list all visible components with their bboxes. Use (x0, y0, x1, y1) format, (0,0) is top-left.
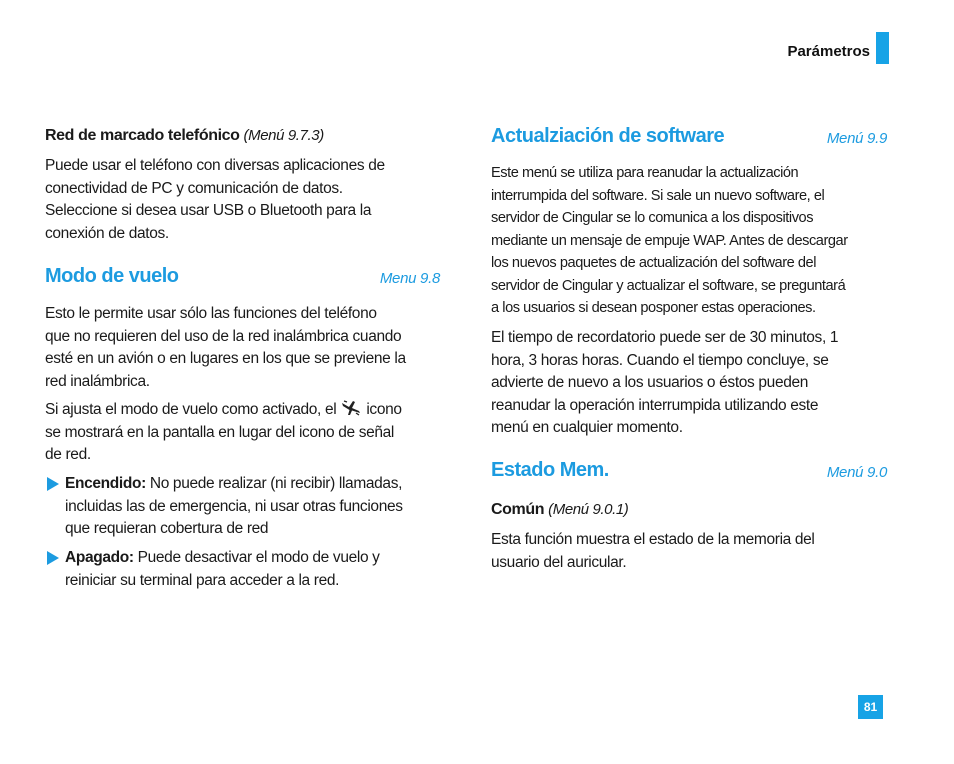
text-line: conexión de datos. (45, 224, 169, 242)
section-title: Parámetros (787, 43, 870, 60)
text-line: de red. (45, 446, 91, 463)
bullet-text (65, 547, 380, 592)
text-fragment: icono (366, 401, 402, 418)
paragraph-modo-vuelo-2 (45, 399, 402, 467)
subsection-title-text: Común (491, 501, 545, 518)
bullet-text (65, 473, 403, 541)
text-line: hora, 3 horas horas. Cuando el tiempo concluye, se (491, 351, 829, 369)
menu-reference: (Menú 9.0.1) (548, 501, 629, 518)
paragraph-actualizacion-2 (491, 327, 838, 440)
bullet-label: Apagado: (65, 549, 134, 566)
page-number: 81 (858, 695, 883, 719)
text-line: Esto le permite usar sólo las funciones del teléfono (45, 305, 377, 322)
text-line: menú en cualquier momento. (491, 419, 683, 436)
text-line: servidor de Cingular y actualizar el software, se preguntará (491, 277, 846, 294)
text-line (65, 547, 380, 570)
text-line: El tiempo de recordatorio puede ser de 30 minutos, 1 (491, 329, 839, 346)
text-line: Seleccione si desea usar USB o Bluetooth para la (45, 202, 372, 219)
paragraph-red-marcado (45, 155, 385, 245)
text-line: se mostrará en la pantalla en lugar del icono de señal (45, 423, 395, 441)
text-line: que no requieren del uso de la red inalámbrica cuando (45, 327, 402, 345)
text-line: usuario del auricular. (491, 553, 627, 571)
text-line: reiniciar su terminal para acceder a la red. (65, 571, 340, 589)
paragraph-modo-vuelo-1 (45, 303, 406, 393)
bullet-label: Encendido: (65, 475, 146, 492)
text-fragment: Si ajusta el modo de vuelo como activado, el (45, 401, 337, 418)
text-line: incluidas las de emergencia, ni usar otras funciones (65, 497, 403, 515)
text-line: que requieran cobertura de red (65, 520, 269, 537)
menu-reference: Menu 9.8 (379, 270, 440, 287)
section-tab-marker (876, 32, 889, 64)
text-line: los nuevos paquetes de actualización del software del (491, 255, 817, 271)
paragraph-estado-mem (491, 529, 815, 574)
text-line: Esta función muestra el estado de la memoria del (491, 531, 815, 548)
text-line: red inalámbrica. (45, 372, 150, 390)
heading-estado-mem: Estado Mem. (491, 459, 609, 481)
bullet-arrow-icon (47, 477, 59, 491)
text-line: Este menú se utiliza para reanudar la actualización (491, 165, 799, 181)
heading-actualizacion: Actualziación de software (491, 125, 725, 147)
subsection-title-comun (491, 501, 628, 519)
text-line: advierte de nuevo a los usuarios o éstos pueden (491, 374, 809, 391)
airplane-icon (340, 399, 362, 417)
text-fragment: Puede desactivar el modo de vuelo y (137, 549, 380, 566)
text-line: reanudar la operación interrumpida utilizando este (491, 396, 819, 414)
subsection-title-red-marcado (45, 127, 324, 145)
text-line: a los usuarios si desean posponer estas operaciones. (491, 300, 816, 316)
paragraph-actualizacion-1 (491, 162, 848, 320)
menu-reference: Menú 9.9 (826, 130, 887, 147)
text-fragment: No puede realizar (ni recibir) llamadas, (149, 475, 403, 492)
text-line: Puede usar el teléfono con diversas aplicaciones de (45, 157, 385, 174)
text-line: conectividad de PC y comunicación de datos. (45, 179, 343, 197)
text-line: interrumpida del software. Si sale un nuevo software, el (491, 187, 825, 204)
text-line: mediante un mensaje de empuje WAP. Antes de descargar (491, 232, 848, 249)
menu-reference: (Menú 9.7.3) (243, 127, 324, 144)
bullet-arrow-icon (47, 551, 59, 565)
heading-modo-vuelo: Modo de vuelo (45, 265, 179, 287)
text-line: servidor de Cingular se lo comunica a los dispositivos (491, 210, 814, 226)
subsection-title-text: Red de marcado telefónico (45, 127, 240, 144)
menu-reference: Menú 9.0 (826, 464, 887, 481)
text-line (65, 473, 403, 496)
text-line (45, 399, 402, 422)
text-line: esté en un avión o en lugares en los que se previene la (45, 350, 406, 367)
